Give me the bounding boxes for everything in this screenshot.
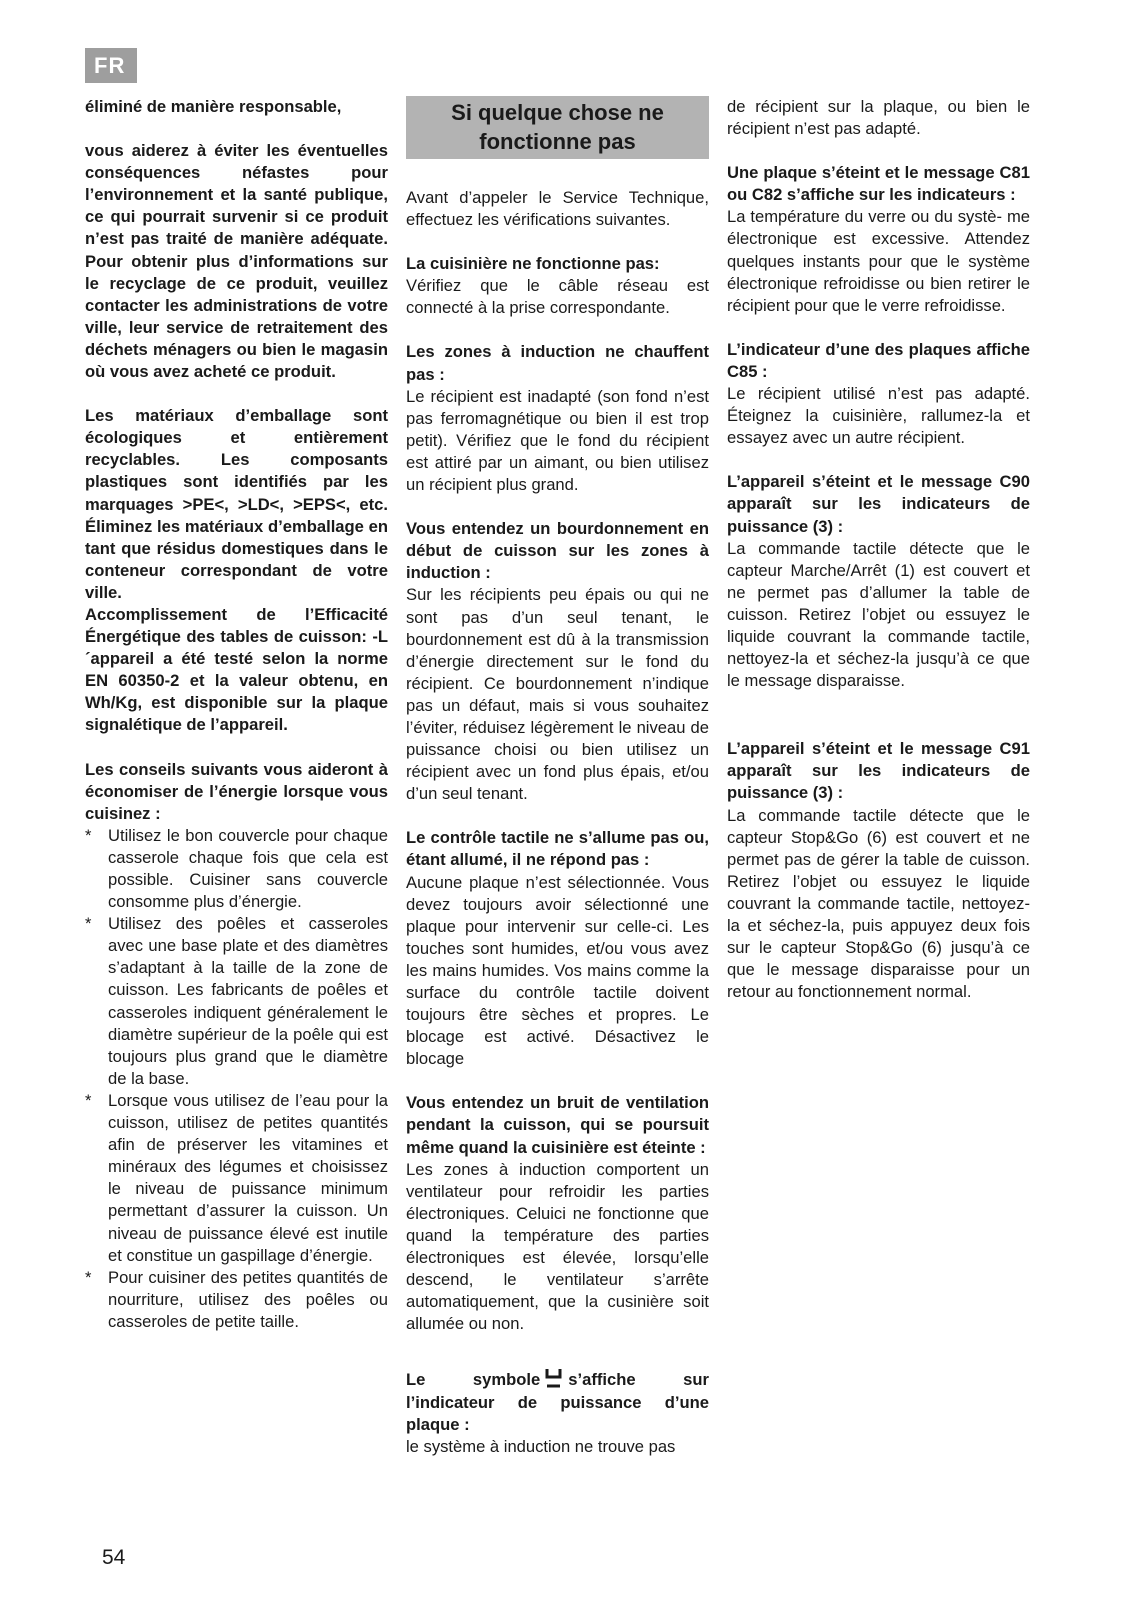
column-middle — [406, 96, 709, 1458]
issue-body: La commande tactile détecte que le capteur Marche/Arrêt (1) est couvert et ne permet pas d’allumer la table de cuisson. Retirez l’objet ou essuyez le liquide couvrant la commande tactile, nettoyez-la et séchez-la jusqu’à ce que le message disparaisse. — [727, 538, 1030, 691]
issue-heading: La cuisinière ne fonctionne pas: — [406, 254, 660, 274]
page-number: 54 — [102, 1546, 126, 1569]
paragraph-recycling: vous aiderez à éviter les éventuelles conséquences néfastes pour l’environnement et la santé publique, ce qui pourrait survenir si ce produit n’est pas traité de manière adéquate. Pour obtenir plus d’informations sur le recyclage de ce produit, veuillez contacter les administrations de votre ville, leur service de retraitement des déchets ménagers ou bien le magasin où vous avez acheté ce produit. — [85, 141, 388, 382]
issue-heading: L’appareil s’éteint et le message C91 apparaît sur les indicateurs de puissance (3) : — [727, 739, 1030, 803]
issue-body: le système à induction ne trouve pas — [406, 1436, 676, 1456]
column-right — [727, 96, 1030, 1003]
issue-heading: Une plaque s’éteint et le message C81 ou C82 s’affiche sur les indicateurs : — [727, 163, 1030, 205]
issue-heading: Vous entendez un bourdonnement en début de cuisson sur les zones à induction : — [406, 519, 709, 583]
issue-body: Aucune plaque n’est sélectionnée. Vous devez toujours avoir sélectionné une plaque pour intervenir sur celle-ci. Les touches sont humides, et/ou vous avez les mains humides. Vos mains comme la surface du contrôle tactile doivent toujours être sèches et propres. Le blocage est activé. Désactivez le blocage — [406, 872, 709, 1069]
issue-heading: Vous entendez un bruit de ventilation pendant la cuisson, qui se poursuit même quand la cuisinière est éteinte : — [406, 1093, 709, 1157]
no-pan-symbol-icon — [543, 1367, 565, 1389]
issue-heading-symbol — [406, 1369, 709, 1435]
list-item: * Utilisez le bon couvercle pour chaque casserole chaque fois que cela est possible. Cuisiner sans couvercle consomme plus d’énergie. — [85, 825, 388, 913]
paragraph-disposal-intro: éliminé de manière responsable, — [85, 97, 342, 116]
troubleshooting-title: Si quelque chose ne fonctionne pas — [406, 96, 709, 159]
issue-body: Vérifiez que le câble réseau est connecté à la prise correspondante. — [406, 276, 709, 318]
list-item: * Utilisez des poêles et casseroles avec une base plate et des diamètres s’adaptant à la taille de la zone de cuisson. Les fabricants de poêles et casseroles indiquent généralement le diamètre supérieur de la poêle qui est toujours plus grand que le diamètre de la base. — [85, 913, 388, 1090]
issue-body: Le récipient utilisé n’est pas adapté. Éteignez la cuisinière, rallumez-la et essayez avec un autre récipient. — [727, 384, 1030, 448]
paragraph-packaging: Les matériaux d’emballage sont écologiques et entièrement recyclables. Les composants plastiques sont identifiés par les marquages >PE<, >LD<, >EPS<, etc. Éliminez les matériaux d’emballage en tant que résidus domestiques dans le conteneur correspondant de votre ville. — [85, 406, 388, 602]
list-item: * Pour cuisiner des petites quantités de nourriture, utilisez des poêles ou casseroles de petite taille. — [85, 1267, 388, 1333]
issue-heading: L’appareil s’éteint et le message C90 apparaît sur les indicateurs de puissance (3) : — [727, 472, 1030, 536]
language-badge: FR — [85, 48, 137, 83]
symbol-heading-part2: s’affiche sur l’indicateur de puissance d’une plaque : — [406, 1370, 709, 1434]
issue-body: Sur les récipients peu épais ou qui ne sont pas d’un seul tenant, le bourdonnement est dû à la transmission d’énergie directement sur le fond du récipient. Ce bourdonnement n’indique pas un défaut, mais si vous souhaitez l’éviter, réduisez légèrement le niveau de puissance choisi ou bien utilisez un récipient avec un fond plus épais, et/ou d’un seul tenant. — [406, 585, 709, 804]
issue-heading: L’indicateur d’une des plaques affiche C85 : — [727, 339, 1030, 381]
energy-tips-list — [85, 825, 388, 1333]
list-item: * Lorsque vous utilisez de l’eau pour la cuisson, utilisez de petites quantités afin de préserver les vitamines et minéraux des légumes et choisissez le niveau de puissance minimum permettant d’assurer la cuisson. Un niveau de puissance élevé est inutile et constitue un gaspillage d’énergie. — [85, 1090, 388, 1267]
column-left — [85, 96, 388, 1333]
issue-body: La température du verre ou du systè- me électronique est excessive. Attendez quelques instants pour que le système électronique refroidisse ou bien retirer le récipient pour que le verre refroidisse. — [727, 207, 1030, 315]
troubleshooting-intro: Avant d’appeler le Service Technique, effectuez les vérifications suivantes. — [406, 188, 709, 230]
issue-body: Les zones à induction comportent un ventilateur pour refroidir les parties électroniques. Celuici ne fonctionne que quand la température des parties électroniques est élevée, lorsqu’elle descend, le ventilateur s’arrête automatiquement, que la cusinière soit allumée ou non. — [406, 1159, 709, 1334]
symbol-heading-part1: Le symbole — [406, 1370, 541, 1390]
issue-body: Le récipient est inadapté (son fond n’est pas ferromagnétique ou bien il est trop petit). Vérifiez que le fond du récipient est attiré par un aimant, ou bien utilisez un récipient plus grand. — [406, 386, 709, 495]
paragraph-energy-tips-intro: Les conseils suivants vous aideront à économiser de l’énergie lorsque vous cuisinez : — [85, 759, 388, 823]
issue-heading: Les zones à induction ne chauffent pas : — [406, 342, 709, 384]
issue-heading: Le contrôle tactile ne s’allume pas ou, étant allumé, il ne répond pas : — [406, 828, 709, 870]
issue-body-continued: de récipient sur la plaque, ou bien le récipient n’est pas adapté. — [727, 97, 1030, 139]
issue-body: La commande tactile détecte que le capteur Stop&Go (6) est couvert et ne permet pas de gérer la table de cuisson. Retirez l’objet ou essuyez le liquide couvrant la commande tactile, nettoyez-la et séchez-la, puis appuyez deux fois sur le capteur Stop&Go (6) jusqu’à ce que le message disparaisse pour un retour au fonctionnement normal. — [727, 805, 1030, 1002]
paragraph-energy-efficiency: Accomplissement de l’Efficacité Énergétique des tables de cuisson: -L´appareil a été testé selon la norme EN 60350-2 et la valeur obtenu, en Wh/Kg, est disponible sur la plaque signalétique de l’appareil. — [85, 604, 388, 735]
